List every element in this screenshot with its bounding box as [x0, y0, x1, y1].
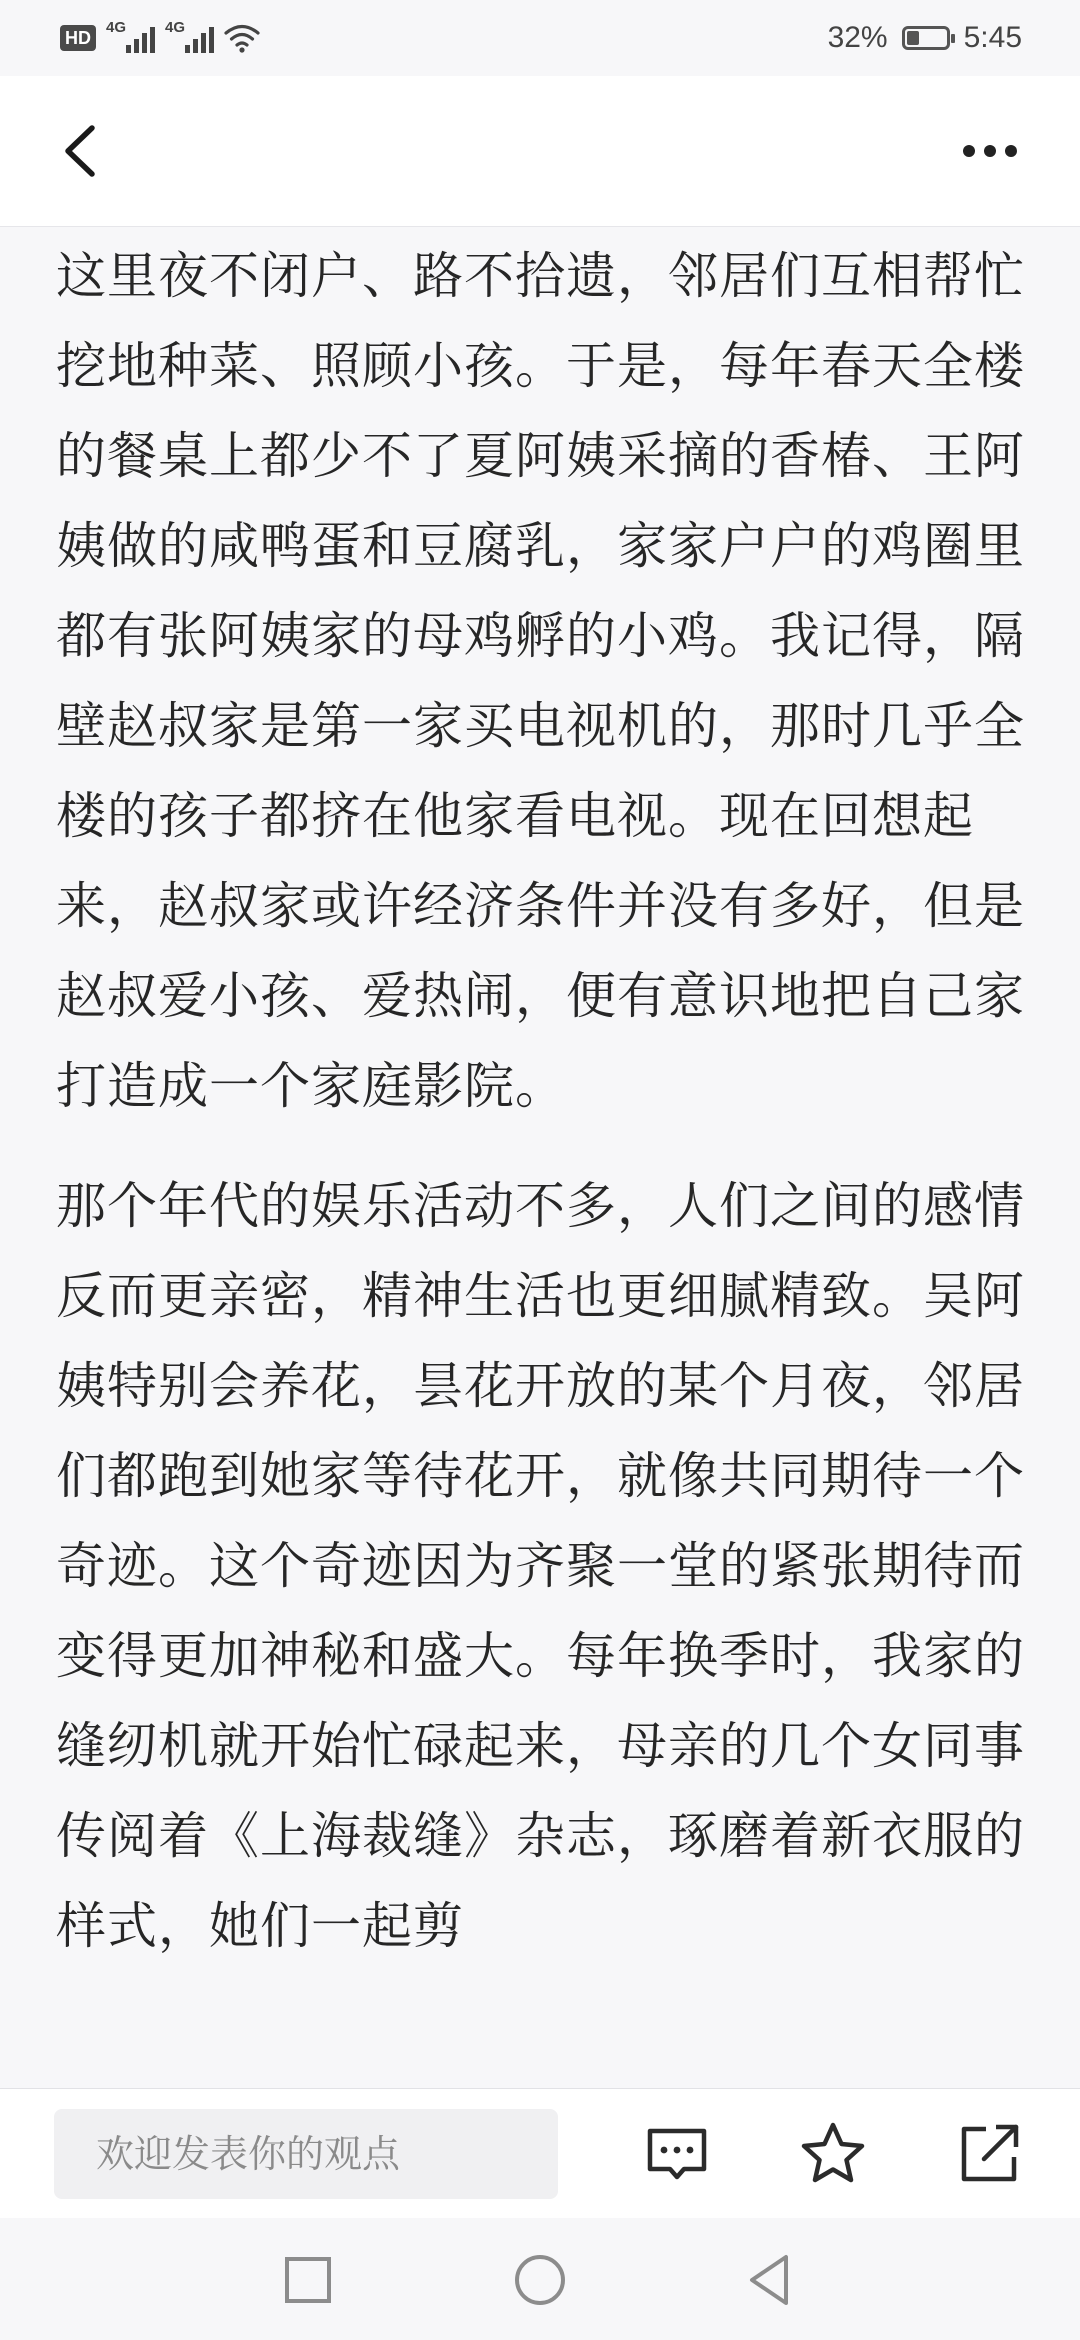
- comment-button[interactable]: [642, 2119, 712, 2189]
- battery-percent: 32%: [827, 21, 888, 54]
- status-bar: [0, 0, 1080, 76]
- status-right: [828, 16, 1022, 60]
- network-label-2: 4G: [165, 19, 186, 36]
- favorite-button[interactable]: [798, 2119, 868, 2189]
- signal-icon-1: [106, 19, 155, 53]
- battery-icon: [902, 26, 950, 50]
- home-button[interactable]: [512, 2252, 568, 2308]
- chevron-left-icon: [50, 116, 120, 186]
- article-body: [0, 227, 1080, 2087]
- status-left: [60, 16, 260, 60]
- comment-bar: [0, 2088, 1080, 2219]
- wifi-icon: [224, 23, 260, 53]
- more-button[interactable]: [950, 116, 1030, 186]
- signal-icon-2: [165, 19, 214, 53]
- star-icon: [798, 2119, 868, 2189]
- share-icon: [954, 2119, 1024, 2189]
- battery-fill: [907, 31, 919, 45]
- article-paragraph-2: 那个年代的娱乐活动不多，人们之间的感情反而更亲密，精神生活也更细腻精致。吴阿姨特别会养花，昙花开放的某个月夜，邻居们都跑到她家等待花开，就像共同期待一个奇迹。这个奇迹因为齐聚一堂的紧张期待而变得更加神秘和盛大。每年换季时，我家的缝纫机就开始忙碌起来，母亲的几个女同事传阅着《上海裁缝》杂志，琢磨着新衣服的样式，她们一起剪: [56, 1177, 1025, 1955]
- more-horizontal-icon: [963, 145, 975, 157]
- back-button[interactable]: [50, 116, 120, 186]
- system-nav-bar: [0, 2218, 1080, 2340]
- hd-badge: HD: [60, 25, 96, 51]
- clock: 5:45: [963, 21, 1022, 54]
- network-label-1: 4G: [106, 19, 127, 36]
- recent-apps-button[interactable]: [280, 2252, 336, 2308]
- nav-back-button[interactable]: [742, 2252, 798, 2308]
- share-button[interactable]: [954, 2119, 1024, 2189]
- article-paragraph-1: 这里夜不闭户、路不拾遗，邻居们互相帮忙挖地种菜、照顾小孩。于是，每年春天全楼的餐桌上都少不了夏阿姨采摘的香椿、王阿姨做的咸鸭蛋和豆腐乳，家家户户的鸡圈里都有张阿姨家的母鸡孵的小鸡。我记得，隔壁赵叔家是第一家买电视机的，那时几乎全楼的孩子都挤在他家看电视。现在回想起来，赵叔家或许经济条件并没有多好，但是赵叔爱小孩、爱热闹，便有意识地把自己家打造成一个家庭影院。: [56, 247, 1025, 1115]
- comment-input[interactable]: 欢迎发表你的观点: [54, 2109, 558, 2199]
- triangle-back-icon: [742, 2252, 798, 2308]
- comment-icon: [642, 2119, 712, 2189]
- circle-icon: [512, 2252, 568, 2308]
- square-icon: [280, 2252, 336, 2308]
- app-header: [0, 76, 1080, 227]
